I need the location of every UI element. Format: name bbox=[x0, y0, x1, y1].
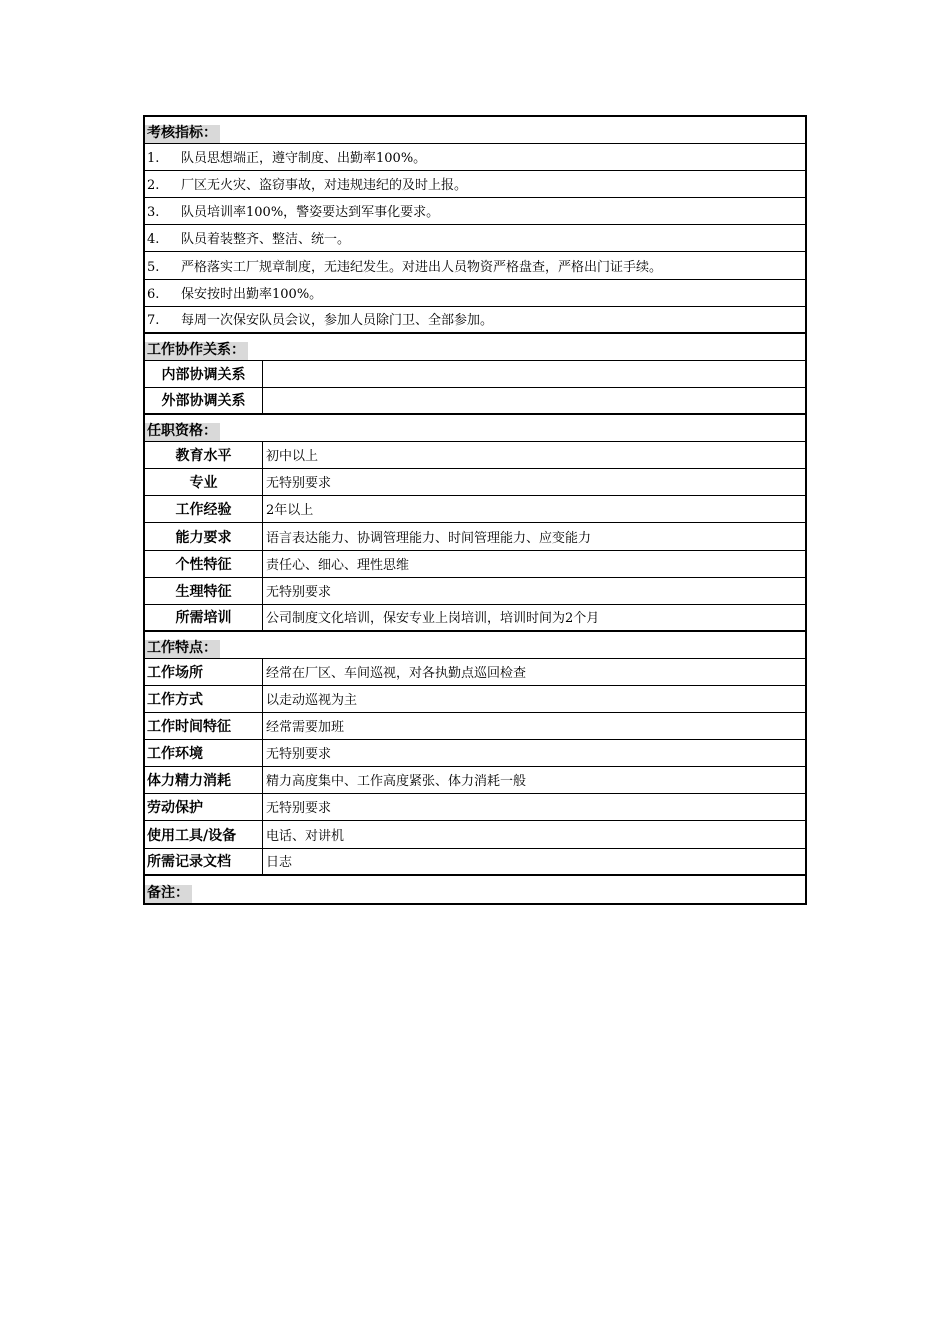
field-label: 个性特征 bbox=[145, 551, 263, 577]
field-label: 生理特征 bbox=[145, 578, 263, 604]
field-label: 工作场所 bbox=[145, 659, 263, 685]
field-label: 外部协调关系 bbox=[145, 388, 263, 413]
assessment-section-header bbox=[145, 117, 805, 144]
field-value bbox=[263, 361, 805, 387]
item-number: 7. bbox=[147, 312, 160, 328]
field-value: 公司制度文化培训，保安专业上岗培训，培训时间为2个月 bbox=[266, 610, 600, 626]
field-value: 初中以上 bbox=[266, 449, 319, 465]
field-label: 劳动保护 bbox=[145, 794, 263, 820]
item-number: 1. bbox=[147, 151, 160, 167]
assessment-item bbox=[145, 280, 805, 307]
remarks-heading: 备注： bbox=[145, 885, 192, 903]
field-value: 无特别要求 bbox=[266, 747, 332, 763]
item-text: 厂区无火灾、盗窃事故，对违规违纪的及时上报。 bbox=[181, 178, 468, 194]
item-text: 队员思想端正，遵守制度、出勤率100%。 bbox=[181, 151, 427, 167]
cooperation-row bbox=[145, 388, 805, 415]
cooperation-row bbox=[145, 361, 805, 388]
features-row bbox=[145, 740, 805, 767]
assessment-item bbox=[145, 198, 805, 225]
field-value: 经常需要加班 bbox=[266, 720, 345, 736]
item-text: 每周一次保安队员会议，参加人员除门卫、全部参加。 bbox=[181, 312, 494, 328]
qualification-row bbox=[145, 551, 805, 578]
features-section-header bbox=[145, 632, 805, 659]
item-number: 2. bbox=[147, 178, 160, 194]
field-label: 体力精力消耗 bbox=[145, 767, 263, 793]
qualification-row bbox=[145, 523, 805, 550]
job-description-table bbox=[143, 115, 807, 905]
field-label: 工作环境 bbox=[145, 740, 263, 766]
field-value: 语言表达能力、协调管理能力、时间管理能力、应变能力 bbox=[266, 530, 592, 546]
field-value: 电话、对讲机 bbox=[266, 828, 345, 844]
item-text: 队员着装整齐、整洁、统一。 bbox=[181, 232, 351, 248]
field-label: 所需记录文档 bbox=[145, 849, 263, 874]
field-label: 专业 bbox=[145, 469, 263, 495]
field-value: 2年以上 bbox=[266, 503, 314, 519]
features-row bbox=[145, 713, 805, 740]
field-value: 无特别要求 bbox=[266, 476, 332, 492]
item-number: 5. bbox=[147, 259, 160, 275]
item-number: 4. bbox=[147, 232, 160, 248]
qualification-row bbox=[145, 496, 805, 523]
features-row bbox=[145, 849, 805, 876]
assessment-item bbox=[145, 144, 805, 171]
field-value: 以走动巡视为主 bbox=[266, 693, 358, 709]
qualification-heading: 任职资格： bbox=[145, 423, 220, 441]
item-text: 严格落实工厂规章制度，无违纪发生。对进出人员物资严格盘查，严格出门证手续。 bbox=[181, 259, 663, 275]
field-value: 经常在厂区、车间巡视，对各执勤点巡回检查 bbox=[266, 665, 527, 681]
item-number: 3. bbox=[147, 205, 160, 221]
field-value: 无特别要求 bbox=[266, 801, 332, 817]
qualification-section-header bbox=[145, 415, 805, 442]
field-value bbox=[263, 388, 805, 413]
assessment-item bbox=[145, 252, 805, 279]
field-label: 工作时间特征 bbox=[145, 713, 263, 739]
features-row bbox=[145, 794, 805, 821]
field-label: 能力要求 bbox=[145, 523, 263, 549]
features-row bbox=[145, 659, 805, 686]
features-row bbox=[145, 767, 805, 794]
item-number: 6. bbox=[147, 286, 160, 302]
field-label: 工作方式 bbox=[145, 686, 263, 712]
field-label: 教育水平 bbox=[145, 442, 263, 468]
assessment-heading: 考核指标： bbox=[145, 125, 220, 143]
assessment-item bbox=[145, 307, 805, 334]
remarks-section-header bbox=[145, 876, 805, 903]
qualification-row bbox=[145, 605, 805, 632]
item-text: 队员培训率100%，警姿要达到军事化要求。 bbox=[181, 205, 440, 221]
field-label: 工作经验 bbox=[145, 496, 263, 522]
cooperation-heading: 工作协作关系： bbox=[145, 342, 248, 360]
qualification-row bbox=[145, 578, 805, 605]
cooperation-section-header bbox=[145, 334, 805, 361]
assessment-item bbox=[145, 225, 805, 252]
field-value: 日志 bbox=[266, 854, 293, 870]
features-row bbox=[145, 821, 805, 848]
qualification-row bbox=[145, 442, 805, 469]
field-value: 无特别要求 bbox=[266, 584, 332, 600]
field-value: 精力高度集中、工作高度紧张、体力消耗一般 bbox=[266, 774, 527, 790]
field-label: 所需培训 bbox=[145, 605, 263, 630]
item-text: 保安按时出勤率100%。 bbox=[181, 286, 323, 302]
field-label: 内部协调关系 bbox=[145, 361, 263, 387]
assessment-item bbox=[145, 171, 805, 198]
field-value: 责任心、细心、理性思维 bbox=[266, 557, 410, 573]
features-row bbox=[145, 686, 805, 713]
qualification-row bbox=[145, 469, 805, 496]
features-heading: 工作特点： bbox=[145, 640, 220, 658]
field-label: 使用工具/设备 bbox=[145, 821, 263, 847]
